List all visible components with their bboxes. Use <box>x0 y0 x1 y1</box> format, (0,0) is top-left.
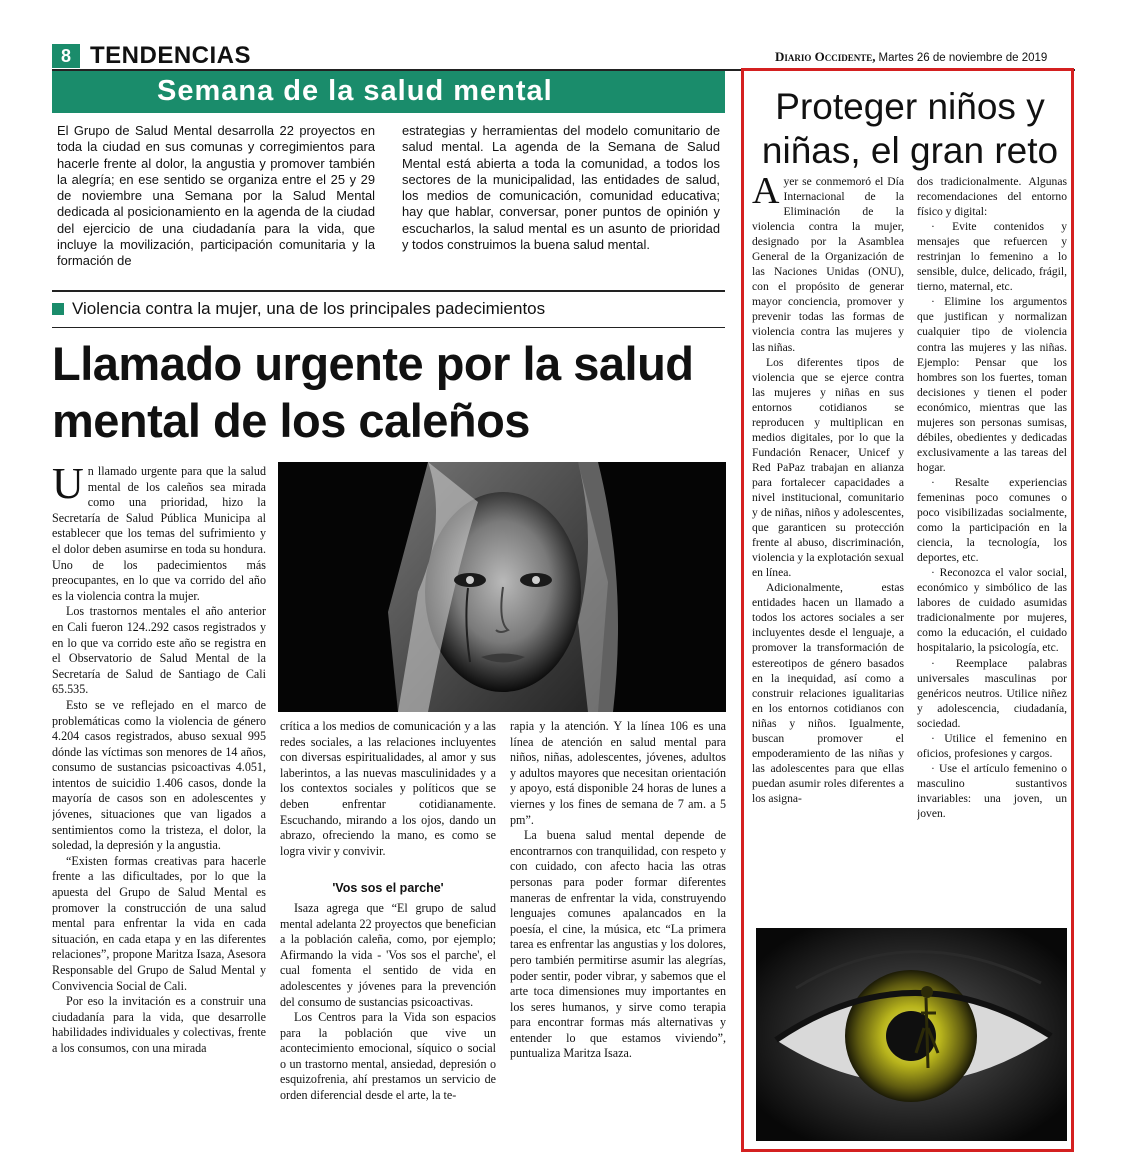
sidebar-col2-p8: · Use el artículo femenino o masculino sustantivos invariables: una joven, un joven. <box>917 761 1067 820</box>
main-col1-p3: Esto se ve reflejado en el marco de problemáticas como la violencia de género 4.204 casos registrados, abuso sexual 995 dónde las víctimas son menores de 14 años, consumo de sustancias psicoactivas 4.051, intentos de suicidio 1.406 casos, donde la mayoría de casos son en adolescentes y jóvenes, situaciones que van ligados a sentimientos como la tristeza, el dolor, la soledad, la depresión y la angustia. <box>52 697 266 853</box>
sidebar-col2-p1: dos tradicionalmente. Algunas recomendaciones del entorno físico y digital: <box>917 175 1067 219</box>
intro-rule <box>52 290 725 292</box>
masthead <box>775 50 1047 65</box>
crying-woman-illustration <box>278 462 726 712</box>
kicker-rule <box>52 327 725 328</box>
subhead: 'Vos sos el parche' <box>332 881 444 896</box>
main-col-3 <box>510 719 726 1139</box>
issue-date: Martes 26 de noviembre de 2019 <box>878 52 1048 64</box>
sidebar-headline: Proteger niños y niñas, el gran reto <box>761 86 1059 171</box>
sidebar-col1-p1: yer se conmemoró el Día Internacional de la Eliminación de la violencia contra la mujer, designado por la Asamblea General de la Organización de las Naciones Unidas (ONU), con el propósito de generar mayor conciencia, promover y prevenir todas las formas de violencia contra las mujeres y las niñas. <box>752 175 904 354</box>
sidebar-col1-p3: Adicionalmente, estas entidades hacen un llamado a todos los actores sociales a ser incluyentes desde el lenguaje, a promover la transformación de estereotipos de género basados en la inequidad, así como a construir relaciones igualitarias en los entornos cotidianos con niñas y niños. Igualmente, buscan promover el empoderamiento de las niñas y las adolescentes para que ellas puedan asumir roles diferentes a los asigna- <box>752 581 904 805</box>
kicker-square <box>52 303 64 315</box>
main-col2-p1: crítica a los medios de comunicación y a las redes sociales, a las relaciones incluyentes con diversas espiritualidades, al amor y sus laberintos, a las nuevas masculinidades y a los contextos sociales y políticos que se deben enfrentar cotidianamente. Escuchando, mirando a los ojos, dando un abrazo, ofreciendo la mano, es como se logra vivir y convivir. <box>280 719 496 858</box>
sidebar-col2-p2: · Evite contenidos y mensajes que refuercen y restrinjan lo femenino a lo sensible, dulce, delicado, frágil, tierno, maternal, etc. <box>917 220 1067 294</box>
main-col1-p5: Por eso la invitación es a construir una ciudadanía para la vida, que desarrolle habilidades individuales y colectivas, frente a los consumos, con una mirada <box>52 994 266 1055</box>
section-title: TENDENCIAS <box>90 42 252 69</box>
sidebar-col2-p6: · Reemplace palabras universales masculinas por genéricos neutros. Utilice niñez y adolescencia, ciudadanía, sociedad. <box>917 656 1067 730</box>
main-col1-p4: “Existen formas creativas para hacerle frente a las dificultades, por lo que la apuesta del Grupo de Salud Mental es promover la construcción de una salud mental para enfrentar la vida en cada situación, en cada etapa y en las diferentes relaciones”, propone Maritza Isaza, Asesora Responsable del Grupo de Salud Mental y Convivencia Social de Cali. <box>52 853 266 993</box>
banner-title: Semana de la salud mental <box>157 75 553 107</box>
sidebar-col2-p4: · Resalte experiencias femeninas poco comunes o poco visibilizadas socialmente, como la participación en la ciencia, la tecnología, los deportes, etc. <box>917 475 1067 565</box>
main-dropcap: U <box>52 464 84 508</box>
main-col1-p2: Los trastornos mentales el año anterior en Cali fueron 124..292 casos registrados y en lo que va corrido este año se registra en el Observatorio de Salud Mental de la Secretaría de Salud de Santiago de Cali 65.535. <box>52 604 266 697</box>
kicker <box>52 298 545 320</box>
page-number: 8 <box>60 46 71 66</box>
crying-woman-photo <box>278 462 726 712</box>
sidebar-col2-p3: · Elimine los argumentos que justifican y normalizan cualquier tipo de violencia contra las mujeres y las niñas. Ejemplo: Pensar que los hombres son los fuertes, toman decisiones y tienen el poder económico, mientras que las mujeres son personas sumisas, débiles, obedientes y dedicadas exclusivamente a las tareas del hogar. <box>917 295 1067 474</box>
main-col2-p2: Isaza agrega que “El grupo de salud mental adelanta 22 proyectos que benefician a la población caleña, como, por ejemplo; Afirmando la vida - 'Vos sos el parche', el cual fomenta el sentido de vida en adolescentes y jóvenes para la prevención del consumo de sustancias psicoactivas. <box>280 900 496 1009</box>
main-col-1 <box>52 464 266 1138</box>
main-col3-p2: La buena salud mental depende de encontrarnos con tranquilidad, con respeto y con cuidado, con afecto hacia las otras personas para poder formar diferentes maneras de enfrentar la vida, construyendo lenguajes comunes apalancados en la poesía, el cine, la música, etc “La primera tarea es enfrentar las angustias y los dolores, pero también permitirse asumir las alegrías, poder sentir, poder vibrar, y sabemos que el arte toca dimensiones muy importantes en los seres humanos, y sirve como terapia para encontrar formas más alternativas y entender lo que estamos viviendo”, puntualiza Maritza Isaza. <box>510 828 726 1061</box>
main-col3-p1: rapia y la atención. Y la línea 106 es una línea de atención en salud mental para niños, niñas, adolescentes, jóvenes, adultos y adultos mayores que necesitan orientación y apoyo, está disponible 24 horas de lunes a viernes y los fines de semana de 7 am. a 5 pm”. <box>510 719 726 827</box>
eye-photo <box>756 928 1067 1141</box>
page-number-box <box>52 44 80 68</box>
intro-col-1: El Grupo de Salud Mental desarrolla 22 proyectos en toda la ciudad en sus comunas y corregimientos para hacerle frente al dolor, la angustia y promover también la alegría; en ese sentido se organiza entre el 25 y 29 de noviembre una Semana por la Salud Mental dedicada al posicionamiento en la agenda de la ciudad del ejercicio de una ciudadanía para la vida, que incluye la movilización, participación comunitaria y la formación de <box>57 123 375 269</box>
main-headline: Llamado urgente por la salud mental de los caleños <box>52 337 694 447</box>
main-col-2 <box>280 719 496 1139</box>
intro-col-2: estrategias y herramientas del modelo comunitario de salud mental. La agenda de la Semana de Salud Mental está abierta a toda la comunidad, a todos los sectores de la municipalidad, las entidades de salud, los medios de comunicación, comunidad educativa; hay que hablar, conversar, poner puntos de opinión y escucharlos, la salud mental es un asunto de prioridad y todos construimos la buena salud mental. <box>402 123 720 253</box>
sidebar-col1-p2: Los diferentes tipos de violencia que se ejerce contra las mujeres y niñas en sus entornos cotidianos se reproducen y multiplican en medios digitales, por lo que la Fundación Renacer, Unicef y Red PaPaz trabajan en alianza para fortalecer capacidades a nivel institucional, comunitario y de niñas, niños y adolescentes, que garanticen su protección frente al abuso, discriminación, violencia y la explotación sexual en línea. <box>752 355 904 580</box>
main-col2-p3: Los Centros para la Vida son espacios para la población que vive un acontecimiento emocional, síquico o social o un trastorno mental, ansiedad, depresión o esquizofrenia, ahí prestamos un servicio de orden diferencial desde el arte, la te- <box>280 1010 496 1103</box>
sidebar-col2-p7: · Utilice el femenino en oficios, profesiones y cargos. <box>917 731 1067 760</box>
sidebar-dropcap: A <box>752 174 780 212</box>
paper-name: Diario Occidente, <box>775 49 876 64</box>
main-col1-p1: n llamado urgente para que la salud mental de los caleños sea mirada como una prioridad, hizo la Secretaría de Salud Pública Municipa al establecer que los temas del sufrimiento y el dolor deben asumirse en toda su hondura. Uno de los padecimientos más preocupantes, en lo que va corrido del año es la violencia contra la mujer. <box>52 464 266 603</box>
sidebar-col2-p5: · Reconozca el valor social, económico y simbólico de las labores de cuidado asumidas tradicionalmente por mujeres, como la educación, el cuidado hospitalario, la psicología, etc. <box>917 566 1067 655</box>
sidebar-col-1 <box>752 174 904 922</box>
eye-illustration <box>756 928 1067 1141</box>
banner <box>52 71 725 113</box>
sidebar-col-2 <box>917 174 1067 922</box>
kicker-text: Violencia contra la mujer, una de los principales padecimientos <box>72 299 546 318</box>
